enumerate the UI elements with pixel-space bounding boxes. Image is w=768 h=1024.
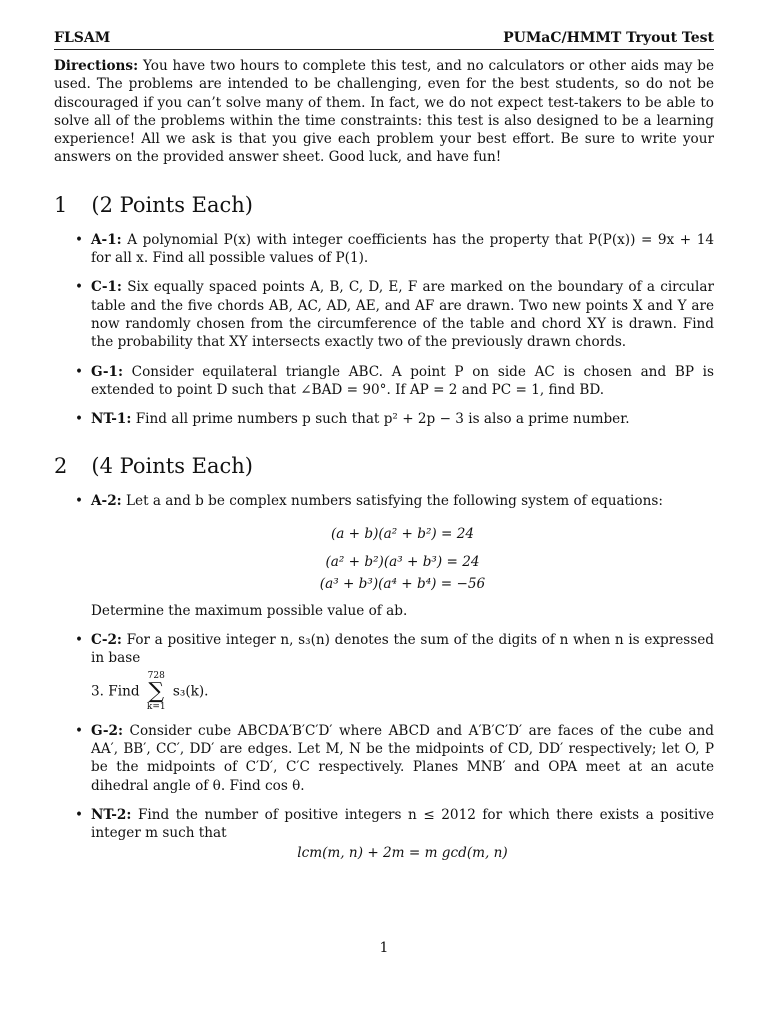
equation-lcm: lcm(m, n) + 2m = m gcd(m, n) <box>297 845 508 862</box>
summation-line <box>91 672 714 712</box>
problem-text-after: Determine the maximum possible value of ab. <box>91 602 408 619</box>
bullet: • <box>75 411 84 428</box>
bullet: • <box>75 231 84 248</box>
problem-nt1 <box>54 410 714 428</box>
summation-prefix: 3. Find <box>91 683 144 700</box>
bullet: • <box>75 632 84 649</box>
problem-text: Find all prime numbers p such that p² + 2p − 3 is also a prime number. <box>131 411 630 428</box>
problem-text: Find the number of positive integers n ≤ 2012 for which there exists a positive integer m such that <box>91 806 714 842</box>
section-title: (2 Points Each) <box>91 192 253 217</box>
section-2-heading <box>54 454 714 478</box>
section-1-heading <box>54 193 714 217</box>
problem-tag: G-1: <box>91 363 123 380</box>
page-number: 1 <box>379 940 389 956</box>
problem-tag: A-2: <box>91 493 122 510</box>
problem-nt2 <box>54 806 714 863</box>
section-title: (4 Points Each) <box>91 454 253 479</box>
equation-1: (a + b)(a² + b²) = 24 <box>330 525 475 542</box>
sigma-symbol: ∑ <box>148 678 165 704</box>
section-number: 2 <box>54 454 68 479</box>
summation-suffix: s₃(k). <box>168 683 209 700</box>
section-2-problems <box>54 492 714 862</box>
bullet: • <box>75 493 84 510</box>
problem-tag: G-2: <box>91 722 123 739</box>
summation <box>147 672 166 712</box>
problem-tag: NT-2: <box>91 806 132 823</box>
bullet: • <box>75 806 84 823</box>
equation-3: (a³ + b³)(a⁴ + b⁴) = −56 <box>319 575 486 592</box>
section-number: 1 <box>54 192 68 217</box>
problem-tag: A-1: <box>91 231 122 248</box>
directions-label: Directions: <box>54 58 139 74</box>
header-right: PUMaC/HMMT Tryout Test <box>503 30 714 46</box>
problem-text: A polynomial P(x) with integer coefficients has the property that P(P(x)) = 9x + 14 for all x. Find all possible values of P(1). <box>91 231 714 267</box>
section-1-problems <box>54 231 714 429</box>
problem-text: Let a and b be complex numbers satisfying the following system of equations: <box>121 493 663 510</box>
directions-text: You have two hours to complete this test, and no calculators or other aids may be used. The problems are intended to be challenging, even for the best students, so do not be discouraged if you can’t solve many of them. In fact, we do not expect test-takers to be able to solve all of the problems within the time constraints: this test is also designed to be a learning experience! All we ask is that you give each problem your best effort. Be sure to write your answers on the provided answer sheet. Good luck, and have fun! <box>54 58 714 166</box>
problem-tag: NT-1: <box>91 411 132 428</box>
problem-c1 <box>54 278 714 351</box>
sum-lower-limit: k=1 <box>146 701 166 712</box>
header-left: FLSAM <box>54 30 111 46</box>
problem-g1 <box>54 363 714 400</box>
bullet: • <box>75 363 84 380</box>
problem-text: Consider cube ABCDA′B′C′D′ where ABCD and A′B′C′D′ are faces of the cube and AA′, BB′, CC′, DD′ are edges. Let M, N be the midpoints of CD, DD′ respectively; let O, P be the midpoints of C′D′, C′C respectively. Planes MNB′ and OPA meet at an acute dihedral angle of θ. Find cos θ. <box>91 722 714 794</box>
problem-text: Six equally spaced points A, B, C, D, E, F are marked on the boundary of a circular table and the five chords AB, AC, AD, AE, and AF are drawn. Two new points X and Y are now randomly chosen from the circumference of the table and chord XY is drawn. Find the probability that XY intersects exactly two of the previously drawn chords. <box>91 279 714 351</box>
problem-c2 <box>54 631 714 712</box>
problem-a2 <box>54 492 714 620</box>
problem-a1 <box>54 231 714 268</box>
problem-tag: C-2: <box>91 632 122 649</box>
bullet: • <box>75 279 84 296</box>
sum-upper-limit: 728 <box>147 670 165 681</box>
problem-tag: C-1: <box>91 279 122 296</box>
page-header <box>54 30 714 50</box>
problem-text: For a positive integer n, s₃(n) denotes the sum of the digits of n when n is expressed in base <box>91 632 714 667</box>
bullet: • <box>75 722 84 739</box>
equation-2: (a² + b²)(a³ + b³) = 24 <box>325 553 480 570</box>
directions-paragraph <box>54 57 714 167</box>
exam-page <box>54 30 714 862</box>
problem-g2 <box>54 722 714 795</box>
problem-text: Consider equilateral triangle ABC. A point P on side AC is chosen and BP is extended to point D such that ∠BAD = 90°. If AP = 2 and PC = 1, find BD. <box>91 363 714 398</box>
